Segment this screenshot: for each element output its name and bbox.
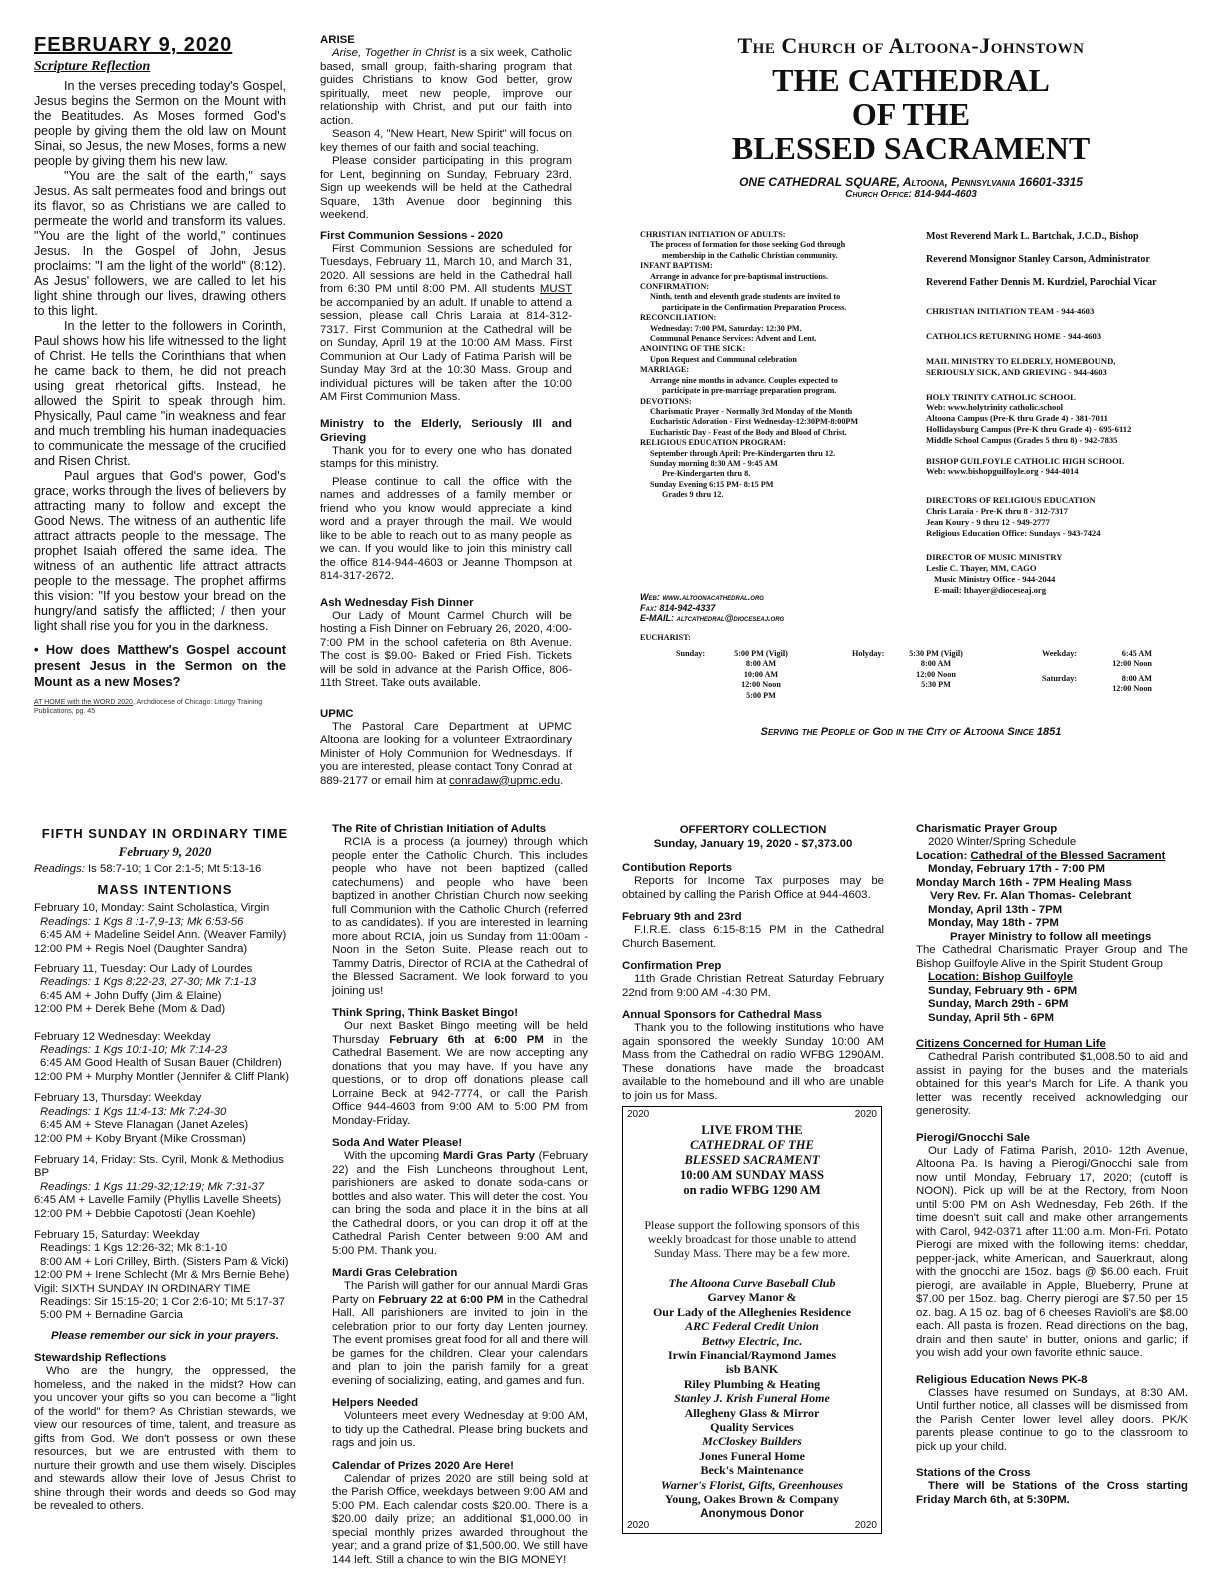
location-label: Location: (916, 849, 971, 862)
info-line: Ninth, tenth and eleventh grade students are invited to (650, 292, 841, 302)
website-link[interactable]: Web: www.altoonacathedral.org (640, 592, 764, 602)
intention-entry: 6:45 AM + Lavelle Family (Phyllis Lavelle Sheets) (34, 1194, 282, 1207)
ash-wednesday-heading: Ash Wednesday Fish Dinner (320, 596, 474, 609)
bingo-date: February 6th at 6:00 PM (389, 1033, 544, 1046)
mass-time: 12:00 Noon (1112, 684, 1152, 694)
mass-time: 5:30 PM (Vigil) (909, 649, 963, 658)
intention-entry: 5:00 PM + Bernadine Garcia (40, 1309, 183, 1322)
sponsor: The Altoona Curve Baseball Club (668, 1276, 836, 1290)
calendar-heading: Calendar of Prizes 2020 Are Here! (332, 1459, 514, 1472)
dre-heading: DIRECTORS OF RELIGIOUS EDUCATION (926, 495, 1096, 506)
meeting-date: Monday March 16th - 7PM Healing Mass (916, 876, 1132, 889)
helpers-text: Volunteers meet every Wednesday at 9:00 AM, to tidy up the Cathedral. Please bring buckets and rags and join us. (332, 1410, 588, 1449)
mass-time: 8:00 AM (745, 659, 777, 669)
info-heading: RELIGIOUS EDUCATION PROGRAM: (640, 438, 786, 448)
sponsor: McCloskey Builders (702, 1434, 802, 1449)
music-heading: DIRECTOR OF MUSIC MINISTRY (926, 552, 1063, 563)
soda-text-c: (February 22) and the Fish Luncheons throughout Lent, parishioners are asked to donate soda-cans or bottles and also water. This will deter the cost. You can bring the soda and place it in the bins at all the Cathedral doors, or you can drop it off at the Cathedral Parish Center between 9:00 AM and 5:00 PM. Thank you. (332, 1150, 588, 1257)
sponsor: Riley Plumbing & Heating (683, 1376, 821, 1391)
sunday-title: FIFTH SUNDAY IN ORDINARY TIME (41, 826, 289, 841)
religious-ed-heading: Religious Education News PK-8 (916, 1373, 1088, 1386)
confirmation-heading: Confirmation Prep (622, 960, 722, 972)
mail-line-1: MAIL MINISTRY TO ELDERLY, HOMEBOUND, (926, 355, 1116, 366)
sponsor: ARC Federal Credit Union (685, 1319, 819, 1334)
calendar-text: Calendar of prizes 2020 are still being sold at the Parish Office, weekdays between 9:00 AM and 5:00 PM. Each calendar costs $20.00. There is a $20.00 daily prize; an additional $1,000.00 in special monthly prizes awarded throughout the year; and a grand prize of $1,500.00. We still have 144 left. Still a chance to win the BIG MONEY! (332, 1472, 588, 1566)
title-line-2: OF THE (851, 96, 971, 132)
music-ministry (926, 552, 1192, 595)
intention-entry: 12:00 PM + Koby Bryant (Mike Crossman) (34, 1132, 246, 1145)
meeting-date: Monday, February 17th - 7:00 PM (928, 863, 1106, 875)
stewardship-heading: Stewardship Reflections (34, 1352, 167, 1365)
upmc-heading: UPMC (320, 707, 354, 720)
info-line: Eucharistic Adoration - First Wednesday-12:30PM-8:00PM (650, 417, 859, 427)
sacraments-info (640, 230, 912, 501)
meeting-date: Monday, May 18th - 7PM (928, 917, 1059, 929)
sponsor-list (623, 1276, 881, 1521)
upmc-text (320, 721, 572, 789)
music-line: Leslie C. Thayer, MM, CAGO (926, 563, 1037, 574)
sponsor: Quality Services (710, 1420, 794, 1435)
day-readings: Readings: 1 Kgs 11:4-13: Mk 7:24-30 (40, 1105, 227, 1118)
fax-number: Fax: 814-942-4337 (640, 602, 716, 613)
bingo-heading: Think Spring, Think Basket Bingo! (332, 1007, 519, 1019)
info-line: Grades 9 thru 12. (662, 490, 724, 500)
stations-text: There will be Stations of the Cross starting Friday March 6th, at 5:30PM. (916, 1480, 1188, 1506)
year-label: 2020 (627, 1520, 650, 1531)
intention-day (34, 963, 296, 1017)
info-group (640, 438, 912, 500)
mardi-gras-text (332, 1280, 588, 1388)
info-heading: CHRISTIAN INITIATION OF ADULTS: (640, 230, 786, 239)
mail-ministry (926, 356, 1192, 378)
intention-entry: 6:45 AM + Steve Flanagan (Janet Azeles) (40, 1119, 249, 1132)
mail-line-2: SERIOUSLY SICK, AND GRIEVING - 944-4603 (926, 366, 1107, 377)
reflection-paragraph: "You are the salt of the earth," says Jesus. As salt permeates food and brings out its flavor, so as Christians we are called to permeate the world and transform its values. "You are the light of the world," continues Jesus. In the Gospel of John, Jesus proclaims: "I am the light of the world" (8:12). As Jesus' followers, we are called to let his light shine through our lives, drawing others to this light. (34, 169, 286, 318)
day-readings: Readings: 1 Kgs 8:22-23, 27-30; Mk 7:1-13 (40, 976, 257, 989)
radio-heading (623, 1123, 881, 1198)
day-title: February 10, Monday: Saint Scholastica, Virgin (34, 902, 270, 915)
sponsor: Anonymous Donor (700, 1507, 804, 1520)
ministry-text: Please continue to call the office with the names and addresses of a family member or friend who you know would appreciate a kind word and a prayer through the mail. We would like to be able to reach out to as many people as we can. If you would like to join this ministry call the office 814-944-4603 or Jeanne Thompson at 814-317-2672. (320, 475, 572, 582)
arise-paragraph: Please consider participating in this program for Lent, beginning on Sunday, February 23rd. Sign up weekends will be held at the Cathedral Square, 13th Avenue door beginning this weekend. (320, 155, 572, 221)
meeting-date: Sunday, April 5th - 6PM (928, 1011, 1054, 1024)
source-text: , Archdiocese of Chicago: Liturgy Training Publications, pg. 45 (34, 699, 263, 715)
clergy-and-contacts (926, 232, 1192, 606)
mass-time: 5:30 PM (921, 680, 951, 690)
intention-day (34, 1092, 296, 1146)
day-title: February 13, Thursday: Weekday (34, 1092, 202, 1105)
day-readings: Readings: 1 Kgs 8 :1-7,9-13; Mk 6:53-56 (40, 915, 244, 928)
arise-paragraph: Season 4, "New Heart, New Spirit" will focus on key themes of our faith and social teaching. (320, 128, 572, 154)
intention-day (34, 1229, 296, 1323)
meeting-date: Sunday, March 29th - 6PM (928, 998, 1069, 1010)
year-label: 2020 (627, 1109, 650, 1120)
info-line: Sunday Evening 6:15 PM- 8:15 PM (650, 479, 774, 489)
cathedral-title (630, 63, 1192, 165)
pierogi-heading: Pierogi/Gnocchi Sale (916, 1131, 1030, 1144)
high-school-heading: BISHOP GUILFOYLE CATHOLIC HIGH SCHOOL (926, 455, 1125, 466)
meeting-note: Prayer Ministry to follow all meetings (950, 930, 1152, 943)
readings-label: Readings: (34, 863, 85, 875)
school-campus: Middle School Campus (Grades 5 thru 8) - 942-7835 (926, 434, 1118, 445)
announcements-column-1 (320, 33, 572, 788)
mass-time: 5:00 PM (746, 690, 776, 700)
contribution-heading: Contibution Reports (622, 862, 733, 874)
info-line: Sunday morning 8:30 AM - 9:45 AM (650, 458, 778, 468)
mardi-text-c: in the Cathedral Hall. All parishioners are invited to join in the celebration prior to our forty day Lenten journey. The event promises great food for all and there will be games for the children. Clear your calendars and plan to join the parish family for a great evening of socializing, eating, and games and fun. (332, 1293, 588, 1387)
charismatic-heading: Charismatic Prayer Group (916, 823, 1058, 835)
sunday-date: February 9, 2020 (118, 844, 212, 859)
info-group (640, 397, 912, 439)
info-heading: MARRIAGE: (640, 365, 690, 375)
sponsor: Irwin Financial/Raymond James (667, 1348, 836, 1363)
helpers-heading: Helpers Needed (332, 1397, 419, 1409)
intention-entry: Vigil: SIXTH SUNDAY IN ORDINARY TIME (34, 1282, 251, 1295)
meeting-date: Monday, April 13th - 7PM (928, 903, 1063, 916)
ministry-text: Thank you for to every one who has donated stamps for this ministry. (320, 444, 572, 470)
first-communion-text (320, 243, 572, 405)
religious-education-directors (926, 495, 1192, 538)
info-group (640, 282, 912, 313)
radio-broadcast-box (622, 1106, 882, 1534)
contribution-text: Reports for Income Tax purposes may be obtained by calling the Parish Office at 944-4603. (622, 875, 884, 901)
mass-time: 8:00 AM (920, 659, 952, 669)
first-communion-heading: First Communion Sessions - 2020 (320, 229, 503, 242)
charismatic-location (916, 850, 1188, 864)
sunday-readings (34, 863, 296, 876)
masthead (630, 33, 1192, 200)
arise-title: Arise, Together in Christ (332, 47, 455, 59)
sponsor: Warner's Florist, Gifts, Greenhouses (660, 1477, 844, 1492)
sponsor: Stanley J. Krish Funeral Home (674, 1391, 830, 1406)
intention-entry: 6:45 AM + John Duffy (Jim & Elaine) (40, 989, 222, 1002)
info-line: Wednesday: 7:00 PM, Saturday: 12:30 PM. (650, 323, 802, 333)
info-line: The process of formation for those seeking God through (650, 240, 846, 250)
sponsor: Beck's Maintenance (700, 1463, 804, 1478)
day-readings: Readings: 1 Kgs 12:26-32; Mk 8:1-10 (40, 1242, 228, 1255)
bingo-text (332, 1020, 588, 1128)
info-line: September through April: Pre-Kindergarten thru 12. (650, 448, 836, 458)
soda-heading: Soda And Water Please! (332, 1137, 463, 1149)
school-campus: Altoona Campus (Pre-K thru Grade 4) - 381-7011 (926, 413, 1108, 424)
initiation-team: CHRISTIAN INITIATION TEAM - 944-4603 (926, 306, 1095, 317)
mass-intentions-column (34, 826, 296, 1514)
intention-entry: 12:00 PM + Derek Behe (Mom & Dad) (34, 1003, 226, 1016)
reflection-question: • How does Matthew's Gospel account present Jesus in the Sermon on the Mount as a new Moses? (34, 642, 286, 689)
mardi-date: February 22 at 6:00 PM (378, 1293, 504, 1306)
sponsors-text: Thank you to the following institutions who have again sponsored the weekly Sunday 10:00 AM Mass from the Cathedral on radio WFBG 1290AM. These donations have made the broadcast available to the homebound and ill who are unable to join us for Mass. (622, 1022, 884, 1102)
mass-time: 12:00 Noon (1112, 659, 1152, 669)
church-name: The Church of Altoona-Johnstown (737, 33, 1085, 58)
sponsor: Allegheny Glass & Mirror (684, 1405, 820, 1420)
mass-time: 6:45 AM (1121, 649, 1152, 658)
dre-line: Jean Koury - 9 thru 12 - 949-2777 (926, 516, 1050, 527)
mass-time: 12:00 Noon (741, 680, 781, 690)
info-line: participate in pre-marriage preparation program. (662, 386, 837, 396)
serving-tagline: Serving the People of God in the City of Altoona Since 1851 (760, 726, 1062, 738)
reflection-paragraph: Paul argues that God's power, God's grace, works through the lives of believers by attracting many to follow and except the Good News. The witness of an authentic life attract attracts people to the message. The prophet Isaiah offered the same idea. The witness of an authentic life attract attracts people to the message. The prophet affirms this vision: "If you bestow your bread on the hungry/and satisfy the afflicted; / then your light shall rise you for you in the darkness. (34, 469, 286, 633)
sponsors-heading: Annual Sponsors for Cathedral Mass (622, 1009, 823, 1021)
rcia-heading: The Rite of Christian Initiation of Adults (332, 823, 547, 835)
mass-time: 8:00 AM (1121, 674, 1152, 683)
intention-entry: 6:45 AM + Madeline Seidel Ann. (Weaver Family) (40, 929, 287, 942)
day-title: February 12 Wednesday: Weekday (34, 1030, 211, 1043)
question-text: How does Matthew's Gospel account present Jesus in the Sermon on the Mount as a new Moses? (34, 642, 286, 689)
radio-line: BLESSED SACRAMENT (684, 1153, 820, 1167)
sick-prayer-note: Please remember our sick in your prayers. (51, 1329, 279, 1342)
human-life-text: Cathedral Parish contributed $1,008.50 to aid and assist in paying for the buses and the materials obtained for this year's March for Life. A thank you letter was recently received acknowledging our generosity. (916, 1051, 1188, 1117)
upmc-end: . (560, 774, 564, 787)
weekday-times (1090, 649, 1152, 670)
info-line: participate in the Confirmation Preparation Process. (662, 302, 847, 312)
fc-must: MUST (539, 283, 572, 295)
confirmation-text: 11th Grade Christian Retreat Saturday February 22nd from 9:00 AM -4:30 PM. (622, 973, 884, 999)
offertory-amount: Sunday, January 19, 2020 - $7,373.00 (653, 837, 853, 850)
day-title: February 15, Saturday: Weekday (34, 1228, 200, 1241)
mass-time: 10:00 AM (743, 669, 779, 679)
ash-wednesday-text: Our Lady of Mount Carmel Church will be hosting a Fish Dinner on February 26, 2020, 4:00-7:00 PM in the school cafeteria on 8th Avenue. The cost is $9.00- Baked or Fried Fish. Tickets will be sold in advance at the Parish Office, 806- 11th Street. Take outs available. (320, 609, 573, 689)
day-readings: Readings: 1 Kgs 10:1-10; Mk 7:14-23 (40, 1044, 228, 1057)
fire-class-heading: February 9th and 23rd (622, 911, 742, 923)
info-group (640, 313, 912, 344)
bingo-text-a: Our next Basket Bingo meeting will be held Thursday (332, 1020, 588, 1046)
school-campus: Hollidaysburg Campus (Pre-K thru Grade 4) - 695-6112 (926, 423, 1132, 434)
weekday-label: Weekday: (1042, 649, 1078, 658)
mass-time: 5:00 PM (Vigil) (734, 649, 788, 658)
radio-line: on radio WFBG 1290 AM (683, 1183, 821, 1197)
title-line-1: THE CATHEDRAL (772, 62, 1050, 98)
intention-entry: 12:00 PM + Regis Noel (Daughter Sandra) (34, 942, 248, 955)
pierogi-text: Our Lady of Fatima Parish, 2010- 12th Avenue, Altoona Pa. Is having a Pierogi/Gnocchi sale from now until Monday, February 17, 2020; (cutoff is NOON). Pick up will be at the Rectory, from Noon until 5:00 PM on Ash Wednesday, Feb 26th. If the time doesn't suit call and make other arrangements with Carol, 942-0371 after 11:00 a.m. Mon-Fri. Potato Pierogi are mixed with the following items: cheddar, pepper-jack, white American, and Sauerkraut, along with the gnocchi are 15oz. bags @ $6.00 each. Fruit pierogi, are available in Apple, Blueberry, Prune at $7.00 per 15oz. bag. Cherry pierogi are $7.50 per 15 oz. bag. A 15 oz. bag of 6 cheeses Ravioli's are $8.00 each. All pasta is frozen. Read directions on the bag, drain and then saute' in butter, onions and garlic; if you wish add your own favorite ethnic sauce. (916, 1144, 1188, 1359)
mass-intentions-heading: MASS INTENTIONS (97, 882, 233, 898)
scripture-reflection-body (34, 79, 286, 634)
arise-paragraph (320, 47, 572, 128)
arise-text: is a six week, Catholic based, small group, faith-sharing program that guides Christians to know God better, grow spiritually, meet new people, improve our relationship with Christ, and put our faith into action. (320, 47, 573, 127)
contact-block (640, 592, 910, 624)
intention-day (34, 1154, 296, 1221)
offertory-heading: OFFERTORY COLLECTION (679, 824, 827, 836)
announcements-column-4 (916, 822, 1188, 1507)
vicar-name: Reverend Father Dennis M. Kurdziel, Parochial Vicar (926, 276, 1157, 288)
bishop-name: Most Reverend Mark L. Bartchak, J.C.D., Bishop (926, 231, 1139, 242)
day-readings: Readings: 1 Kgs 11:29-32;12:19; Mk 7:31-37 (40, 1180, 264, 1193)
info-group (640, 344, 912, 365)
reflection-paragraph: In the letter to the followers in Corinth, Paul shows how his life witnessed to the light of Christ. He tells the Corinthians that when he came back to them, he did not preach using great rhetorical gifts. Instead, he allowed the Spirit to speak through him. Physically, Paul came "in weakness and fear and much trembling his human inadequacies to communicate the message of the crucified and Risen Christ. (34, 319, 286, 468)
rcia-text: RCIA is a process (a journey) through which people enter the Catholic Church. This includes people who have not been baptized (called catechumens) and people who have been baptized in another Christian Church now seeking full Communion with the Catholic Church (referred to as candidates). If you are interested in learning more about RCIA, join us Sunday from 11:00am - Noon in the Seton Suite. Please reach out to Tammy Datris, Director of RCIA at the Cathedral of the Blessed Sacrament. We look forward to you joining us! (332, 836, 588, 997)
sponsor: Young, Oakes Brown & Company (664, 1492, 840, 1507)
church-address: ONE CATHEDRAL SQUARE, Altoona, Pennsylvania 16601-3315 (739, 175, 1083, 189)
intention-day (34, 1031, 296, 1085)
dre-line: Religious Education Office: Sundays - 943-7424 (926, 527, 1101, 538)
info-line: Arrange nine months in advance. Couples expected to (650, 375, 838, 385)
radio-line: CATHEDRAL OF THE (690, 1138, 814, 1152)
year-label: 2020 (854, 1520, 877, 1531)
day-title: February 11, Tuesday: Our Lady of Lourdes (34, 963, 253, 976)
readings-text: Is 58:7-10; 1 Cor 2:1-5; Mt 5:13-16 (84, 863, 262, 875)
music-email[interactable]: E-mail: lthayer@dioceseaj.org (934, 584, 1047, 595)
soda-text-a: With the upcoming (344, 1150, 443, 1162)
announcements-column-3 (622, 824, 884, 1103)
intention-entry: 12:00 PM + Debbie Capotosti (Jean Koehle) (34, 1207, 256, 1220)
saturday-label: Saturday: (1042, 674, 1078, 683)
radio-line: 10:00 AM SUNDAY MASS (680, 1168, 824, 1182)
info-line: Pre-Kindergarten thru 8. (662, 469, 751, 479)
sponsor: Bettwy Electric, Inc. (701, 1333, 803, 1348)
guilfoyle-location: Location: Bishop Guilfoyle (928, 971, 1073, 983)
dre-line: Chris Laraia - Pre-K thru 8 - 312-7317 (926, 505, 1068, 516)
year-label: 2020 (854, 1109, 877, 1120)
info-heading: INFANT BAPTISM: (640, 261, 713, 271)
info-heading: ANOINTING OF THE SICK: (640, 344, 746, 354)
intention-entry: 12:00 PM + Murphy Montler (Jennifer & Cliff Plank) (34, 1070, 290, 1083)
scripture-reflection-title: Scripture Reflection (34, 59, 151, 74)
source-citation (34, 698, 286, 716)
soda-text (332, 1150, 588, 1258)
bingo-text-c: in the Cathedral Basement. We are now accepting any donations that you may have. If you have any questions, or to drop off donations please call Lorraine Beck at 942-7774, or call the Parish Office 944-4603 from 9:00 AM to 5:00 PM from Monday-Friday. (332, 1033, 588, 1127)
info-line: Communal Penance Services: Advent and Lent. (650, 334, 817, 344)
charismatic-schedule: 2020 Winter/Spring Schedule (928, 836, 1077, 848)
holy-trinity-school (926, 392, 1192, 446)
info-group (640, 230, 912, 261)
stewardship-paragraph: Who are the hungry, the oppressed, the homeless, and the naked in the midst? How can you uncover your gifts so you can become a "light of the world" for them? As Christian stewards, we view our resources of time, talent, and treasure as gifts from God. We don't possess or own these resources, but we are entrusted with them to nurture their growth and use them wisely. Disciples and stewards allow their love of Jesus Christ to shine through their words and deeds so God may be revealed to others. (34, 1365, 296, 1513)
music-line: Music Ministry Office - 944-2044 (934, 573, 1056, 584)
intention-day (34, 902, 296, 956)
location-name: Cathedral of the Blessed Sacrament (970, 849, 1166, 862)
church-office-phone: Church Office: 814-944-4603 (845, 189, 977, 200)
school-web[interactable]: Web: www.holytrinity catholic.school (926, 402, 1064, 413)
fc-text-2: be accompanied by an adult. If unable to attend a session, please call Chris Laraia at 814-312-7317. First Communion at the Cathedral will be on Sunday, April 19 at the 10:00 AM Mass. First Communion at Our Lady of Fatima Parish will be Sunday May 3rd at the 10:30 Mass. Group and individual pictures will be taken after the 10:00 AM First Communion Mass. (320, 296, 572, 403)
intention-entry: 6:45 AM Good Health of Susan Bauer (Children) (40, 1057, 282, 1070)
school-heading: HOLY TRINITY CATHOLIC SCHOOL (926, 391, 1076, 402)
intention-entry: 12:00 PM + Irene Schlecht (Mr & Mrs Bernie Behe) (34, 1269, 290, 1282)
meeting-date: Very Rev. Fr. Alan Thomas- Celebrant (930, 890, 1132, 902)
upmc-email-link[interactable]: conradaw@upmc.edu (449, 774, 561, 787)
mardi-text-a: The Parish will gather for our annual Mardi Gras Party on (332, 1280, 588, 1306)
day-title: February 14, Friday: Sts. Cyril, Monk & Methodius BP (34, 1153, 284, 1180)
stations-heading: Stations of the Cross (916, 1467, 1031, 1479)
announcements-column-2 (332, 822, 588, 1567)
upmc-body: The Pastoral Care Department at UPMC Altoona are looking for a volunteer Extraordinary Minister of Holy Communion for Wednesdays. If you are interested, please contact Tony Conrad at 889-2177 or email him at (320, 720, 572, 787)
high-school (926, 456, 1192, 478)
info-line: Arrange in advance for pre-baptismal instructions. (650, 271, 829, 281)
radio-support-note: Please support the following sponsors of this weekly broadcast for those unable to attend Sunday Mass. There may be a few more. (644, 1218, 860, 1260)
intention-entry: 8:00 AM + Lori Crilley, Birth. (Sisters Pam & Vicki) (40, 1255, 289, 1268)
eucharist-schedule (640, 633, 1192, 700)
reflection-paragraph: In the verses preceding today's Gospel, Jesus begins the Sermon on the Mount with the Beatitudes. As Moses formed God's people by giving them the old law on Mount Sinai, so Jesus, the new Moses, forms a new people by giving them his new law. (34, 79, 286, 168)
info-group (640, 365, 912, 396)
charismatic-groups: The Cathedral Charismatic Prayer Group and The Bishop Guilfoyle Alive in the Spirit Student Group (916, 944, 1188, 970)
intention-entry: Readings: Sir 15:15-20; 1 Cor 2:6-10; Mt 5:17-37 (40, 1295, 285, 1308)
sponsor: Our Lady of the Alleghenies Residence (652, 1304, 852, 1319)
eucharist-title: EUCHARIST: (640, 633, 691, 642)
email-link[interactable]: E-MAIL: altcathedral@dioceseaj.org (640, 613, 785, 623)
human-life-heading: Citizens Concerned for Human Life (916, 1038, 1106, 1050)
mass-time: 12:00 Noon (916, 669, 956, 679)
ministry-heading: Ministry to the Elderly, Seriously Ill and Grieving (320, 417, 572, 444)
radio-line: LIVE FROM THE (701, 1123, 803, 1137)
title-line-3: BLESSED SACRAMENT (731, 130, 1091, 166)
info-heading: RECONCILIATION: (640, 313, 717, 323)
sunday-label: Sunday: (676, 649, 706, 658)
info-line: Eucharistic Day - Feast of the Body and Blood of Christ. (650, 427, 847, 437)
stewardship-text (34, 1365, 296, 1514)
saturday-times (1090, 674, 1152, 695)
info-heading: CONFIRMATION: (640, 282, 709, 292)
info-heading: DEVOTIONS: (640, 396, 692, 406)
administrator-name: Reverend Monsignor Stanley Carson, Administrator (926, 253, 1150, 265)
scripture-column (34, 34, 286, 716)
meeting-date: Sunday, February 9th - 6PM (928, 984, 1078, 997)
sunday-times (726, 649, 796, 701)
info-group (640, 261, 912, 282)
fc-text-1: First Communion Sessions are scheduled for Tuesdays, February 11, March 10, and March 31, 2020. All sessions are held in the Cathedral hall from 6:30 PM until 8:00 PM. All students (320, 242, 572, 295)
info-line: Upon Request and Communal celebration (650, 354, 797, 364)
info-line: membership in the Catholic Christian community. (662, 250, 838, 260)
high-school-web[interactable]: Web: www.bishopguilfoyle.org - 944-4014 (926, 466, 1079, 477)
soda-event: Mardi Gras Party (442, 1150, 535, 1162)
mardi-gras-heading: Mardi Gras Celebration (332, 1267, 458, 1279)
bulletin-date: FEBRUARY 9, 2020 (34, 34, 233, 56)
religious-ed-text: Classes have resumed on Sundays, at 8:30 AM. Until further notice, all classes will be dismissed from the Parish Center lower level alley doors. PK/K parents please continue to go to the classroom to pick up your child. (916, 1386, 1188, 1453)
catholics-returning-home: CATHOLICS RETURNING HOME - 944-4603 (926, 331, 1102, 342)
info-line: Charismatic Prayer - Normally 3rd Monday of the Month (650, 406, 853, 416)
sponsor: Garvey Manor & (707, 1290, 797, 1305)
sponsor: isb BANK (725, 1362, 779, 1377)
sponsor: Jones Funeral Home (699, 1448, 805, 1463)
holyday-times (900, 649, 972, 691)
fire-class-text: F.I.R.E. class 6:15-8:15 PM in the Cathedral Church Basement. (622, 924, 884, 950)
source-link[interactable]: AT HOME with the WORD 2020 (34, 699, 133, 706)
arise-heading: ARISE (320, 34, 355, 46)
holyday-label: Holyday: (852, 649, 885, 658)
